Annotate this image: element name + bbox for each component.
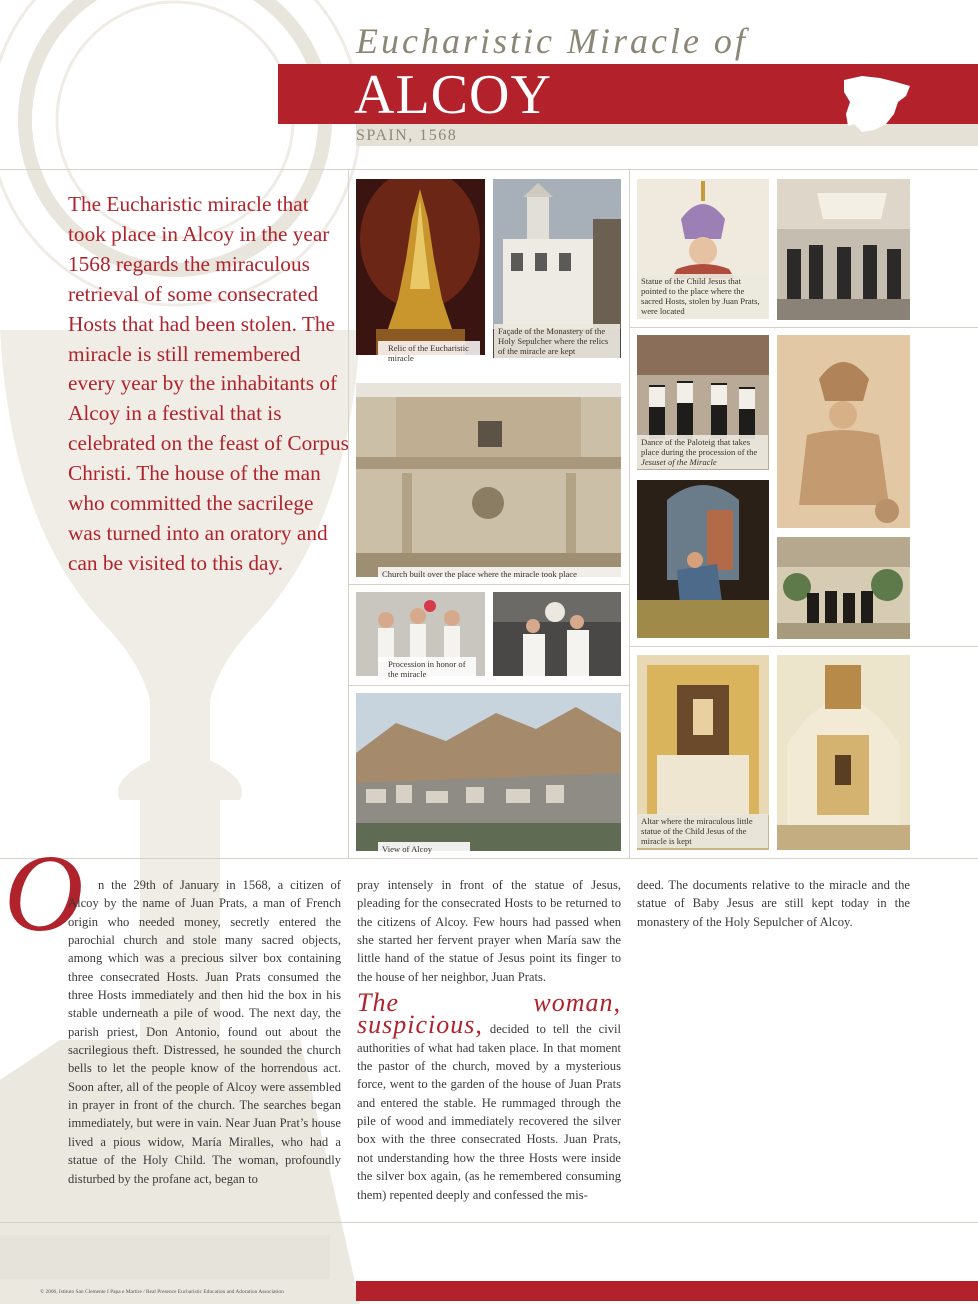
body-paragraph-1: n the 29th of January in 1568, a citizen of Alcoy by the name of Juan Prats, a man of French origin who needed money, secretly entered the parochial church and stole many sacred objects, among which was a precious silver box containing three consecrated Hosts. Juan Prats consumed the three Hosts immediately and then hid the box in his stable underneath a pile of wood. The next day, the parish priest, Don Antonio, found out about the sacrilegious theft. Distressed, he sounded the church bells to let the people know of the horrendous act. Soon after, all of the people of Alcoy were assembled in prayer in front of the church. The searches began immediately, but were in vain. Near Juan Prat’s house lived a pious widow, María Miralles, who had a statue of the Holy Child. The woman, profoundly disturbed by the profane act, began to [68, 878, 341, 1186]
caption-view-of-alcoy: View of Alcoy [378, 842, 470, 856]
photo-church-interior [777, 655, 910, 850]
photo-church [356, 383, 621, 577]
caption-relic: Relic of the Eucharistic miracle [378, 341, 480, 365]
photo-procession-canopy [777, 179, 910, 320]
divider-line [0, 858, 978, 859]
caption-paloteig-dance [637, 435, 768, 469]
body-column-1 [68, 876, 341, 1188]
divider-line [629, 646, 978, 647]
caption-procession: Procession in honor of the miracle [378, 657, 476, 681]
footer-copyright: © 2006, Istituto San Clemente I Papa e Martire / Real Presence Eucharistic Education and Adoration Association [40, 1289, 284, 1295]
photo-statue-sepia [777, 335, 910, 528]
body-paragraph-3-text: decided to tell the civil authorities of what had taken place. In that moment the pastor of the church, moved by a mysterious force, went to the garden of the house of Juan Prats and entered the stable. He rummaged through the pile of wood and immediately recovered the silver box with the three consecrated Hosts. Juan Prats, not understanding how the three Hosts were inside the silver box again, (as he remembered consuming them) repented deeply and confessed the mis- [357, 1022, 621, 1202]
divider-line [629, 169, 630, 858]
photo-painting-stable [637, 480, 769, 638]
divider-line [348, 685, 629, 686]
caption-dance-italic: Jesuset of the Miracle [641, 457, 717, 467]
page-subtitle: SPAIN, 1568 [356, 127, 458, 144]
header-script-title: Eucharistic Miracle of [356, 21, 748, 61]
footer-red-band [356, 1281, 978, 1301]
body-column-3 [637, 876, 910, 931]
caption-child-jesus-statue: Statue of the Child Jesus that pointed to the place where the sacred Hosts, stolen by Juan Prats, were located [637, 274, 768, 318]
body-column-2 [357, 876, 621, 1204]
caption-church: Church built over the place where the miracle took place [378, 567, 621, 581]
caption-dance-text: Dance of the Paloteig that takes place during the procession of the [641, 437, 758, 457]
photo-relic [356, 179, 485, 355]
body-paragraph-4: deed. The documents relative to the miracle and the statue of Baby Jesus are still kept today in the monastery of the Holy Sepulcher of Alcoy. [637, 878, 910, 929]
divider-line [0, 169, 978, 170]
divider-line [629, 327, 978, 328]
spain-map-icon [840, 72, 916, 138]
photo-procession-2 [493, 592, 621, 676]
page-title: ALCOY [354, 64, 552, 126]
body-paragraph-3 [357, 988, 621, 1204]
caption-monastery-facade: Façade of the Monastery of the Holy Sepulcher where the relics of the miracle are kept [494, 324, 620, 358]
divider-line [348, 584, 629, 585]
intro-text: The Eucharistic miracle that took place in Alcoy in the year 1568 regards the miraculous retrieval of some consecrated Hosts that had been stolen. The miracle is still remembered every year by the inhabitants of Alcoy in a festival that is celebrated on the feast of Corpus Christi. The house of the man who committed the sacrilege was turned into an oratory and can be visited to this day. [68, 192, 349, 575]
body-paragraph-2: pray intensely in front of the statue of Jesus, pleading for the consecrated Hosts to be returned to the citizens of Alcoy. Few hours had passed when she started her fervent prayer when María saw the little hand of the statue of Jesus point its finger to the house of her neighbor, Juan Prats. [357, 878, 621, 984]
caption-altar: Altar where the miraculous little statue of the Child Jesus of the miracle is kept [637, 814, 768, 848]
lead-script-phrase: The woman, suspicious, [357, 988, 621, 1040]
photo-nuns-cloister [777, 537, 910, 639]
photo-view-of-alcoy [356, 693, 621, 851]
drop-cap: O [4, 832, 84, 954]
divider-line [0, 1222, 978, 1223]
